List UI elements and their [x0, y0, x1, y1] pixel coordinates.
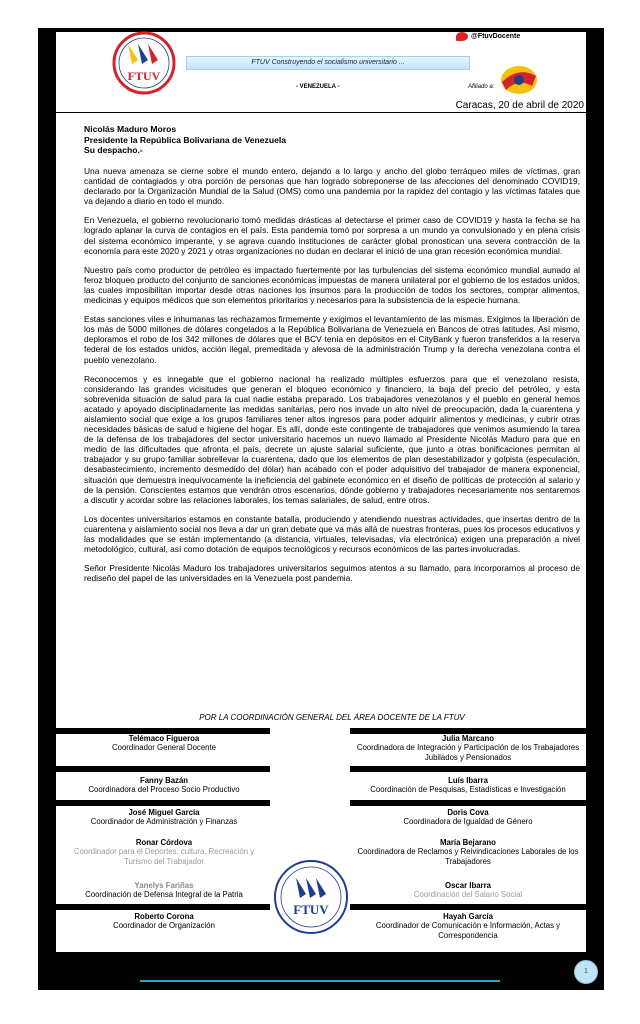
- signature-fanny-bazan: [60, 776, 268, 795]
- signer-role: Coordinadora de Reclamos y Reivindicaciones Laborales de los Trabajadores: [357, 847, 579, 866]
- coordination-title: POR LA COORDINACIÓN GENERAL DEL ÁREA DOCENTE DE LA FTUV: [199, 713, 465, 722]
- paragraph: Estas sanciones viles e inhumanas las rechazamos firmemente y exigimos el levantamiento de las mismas. Exigimos la liberación de los más de 5000 millones de dólares congelados a la República Bolivariana de Venezuela en Bancos de otras latitudes. Así mismo, deploramos el robo de los 342 millones de dólares que el BCV tenía en depósitos en el CityBank y fueron transferidos a la reserva federal de los estados unidos, acción ilegal, premeditada y alevosa de la administración Trump y la derecha venezolana contra el pueblo venezolano.: [84, 314, 580, 365]
- signer-name: Luís Ibarra: [448, 776, 488, 785]
- signer-role: Coordinador para el Deportes, cultura, Recreación y Turismo del Trabajador: [73, 847, 255, 866]
- footer-band: [56, 952, 586, 990]
- ftuv-logo: [102, 30, 186, 96]
- signer-name: Oscar Ibarra: [445, 881, 491, 890]
- signature-bar: [350, 800, 586, 806]
- svg-text:FTUV: FTUV: [293, 902, 329, 917]
- page-number: 1: [574, 960, 598, 984]
- signer-name: Fanny Bazán: [139, 776, 189, 785]
- affiliate-logo: [496, 62, 542, 98]
- signature-ronar-cordova: [60, 838, 268, 866]
- signer-name: Telémaco Figueroa: [128, 734, 200, 743]
- signature-bar: [56, 800, 270, 806]
- addressee-line: Presidente la República Bolivariana de Venezuela: [84, 134, 287, 145]
- signer-name: Julia Marcano: [442, 734, 494, 743]
- signer-name: Ronar Córdova: [135, 838, 193, 847]
- signer-role: Coordinadora de Integración y Participación de los Trabajadores Jubilados y Pensionados: [356, 743, 580, 762]
- signer-role: Coordinador de Comunicación e Información, Actas y Correspondencia: [375, 921, 561, 940]
- addressee-line: Su despacho.-: [84, 145, 143, 155]
- signature-doris-cova: [352, 808, 584, 827]
- addressee-line: Nicolás Maduro Moros: [84, 124, 177, 134]
- paragraph: Una nueva amenaza se cierne sobre el mundo entero, dejando a lo largo y ancho del globo terráqueo miles de víctimas, gran cantidad de contagiados y otra porción de personas que han logrado sobreponerse de las afecciones del denominado COVID19, declarado por la Organización Mundial de la Salud (OMS) como una pandemia por la rapidez del contagio y las víctimas fatales que va dejando a diario en todo el mundo.: [84, 166, 580, 207]
- letter-body: [84, 166, 580, 592]
- paragraph: Señor Presidente Nicolás Maduro los trabajadores universitarios seguimos atentos a su llamado, para incorporarnos al proceso de rediseño del papel de las universidades en la Venezuela post pandemia.: [84, 563, 580, 584]
- twitter-handle: @FtuvDocente: [471, 33, 521, 40]
- signature-hayah-garcia: [352, 912, 584, 940]
- paragraph: Nuestro país como productor de petróleo es impactado fuertemente por las turbulencias del sistema económico mundial aunado al feroz bloqueo producto del conjunto de sanciones económicas impuestas de manera unilateral por el gobierno de los estados unidos, las cuales imposibilitan importar desde otras naciones los insumos para la producción de todos los sectores, comprar alimentos, medicinas y equipos médicos que son elementos prioritarios y necesarios para la subsistencia de la especie humana.: [84, 264, 580, 306]
- page-frame-right: [586, 28, 604, 990]
- signer-name: Roberto Corona: [134, 912, 194, 921]
- signature-maria-bejarano: [352, 838, 584, 866]
- signer-role: Coordinación de Defensa Integral de la Patria: [85, 890, 243, 900]
- signer-role: Coordinación del Salario Social: [413, 890, 523, 900]
- signer-name: Hayah García: [443, 912, 493, 921]
- signer-role: Coordinadora del Proceso Socio Productivo: [88, 785, 240, 795]
- signature-oscar-ibarra: [352, 881, 584, 900]
- signature-bar: [56, 766, 270, 772]
- paragraph: En Venezuela, el gobierno revolucionario tomó medidas drásticas al detectarse el primer caso de COVID19 y hasta la fecha se ha logrado aplanar la curva de contagios en el país. Esta pandemia tomó por sorpresa a un mundo ya convulsionado y en plena crisis del sistema económico imperante, y se agrava cuando instituciones de carácter global pronostican una severa contracción de la economía para este 2020 y 2021 y otras organizaciones no dudan en declarar el inició de una gran recesión económica mundial.: [84, 215, 580, 256]
- paragraph: Reconocemos y es innegable que el gobierno nacional ha realizado múltiples esfuerzos para que el venezolano resista, considerando las grandes vicisitudes que generan el bloqueo económico y financiero, la baja del precio del petróleo, y esta sobrevenida situación de salud para la cual nadie estaba preparado. Los trabajadores venezolanos y el pueblo en general hemos acatado y apoyado disciplinadamente las medidas sanitarias, pero nos invade un alto nivel de preocupación, dada la cuarentena y aislamiento social que exige a los grupos familiares tener altos ingresos para poder adquirir alimentos y medicinas, y cubrir otras necesidades básicas de salud e higiene del hogar. Es allí, donde este contingente de trabajadores que venimos asumiendo la tarea de la defensa de los trabajadores del sector universitario hacemos un nuevo llamado al Presidente Nicolás Maduro para que en medio de las dificultades que afronta el país, decrete un ajuste salarial suficiente, que junto a otras bonificaciones permitan al trabajador y su grupo familiar sobrellevar la cuarentena, dado que los elementos de plan desestabilizador y golpista (especulación, desabastecimiento, incremento desmedido del dólar) han acabado con el poder adquisitivo del trabajador de manera exponencial, situación que demuestra inequívocamente la ineficiencia del gabinete económico en el diseño de políticas de protección al salario y de la pensión. Conscientes estamos que vendrán otros escenarios, dónde gobierno y trabajadores necesariamente nos sentaremos a discutir y acordar sobre las relaciones laborales, los temas salariales, de salud, entre otros.: [84, 373, 580, 505]
- letter-date: Caracas, 20 de abril de 2020: [455, 100, 584, 111]
- affiliated-label: Afiliado a:: [468, 84, 495, 90]
- signer-role: Coordinación de Pesquisas, Estadísticas e Investigación: [370, 785, 566, 795]
- page-frame-left: [38, 28, 56, 990]
- signature-julia-marcano: [352, 734, 584, 762]
- paragraph: Los docentes universitarios estamos en constante batalla, produciendo y atendiendo nuestras actividades, que insertas dentro de la cuarentena y aislamiento social nos lleva a dar un gran debate que va más allá de nuestras fronteras, pues los procesos educativos y las modalidades que se están implementando (a distancia, virtuales, televisadas, vía electrónica) exigen una preparación a nivel metodológico, cultural, así como dotación de equipos tecnológicos y recursos económicos de las partes involucradas.: [84, 513, 580, 555]
- header-divider: [56, 112, 586, 113]
- ftuv-seal: [272, 858, 350, 936]
- signer-role: Coordinador General Docente: [111, 743, 217, 753]
- signature-telemaco-figueroa: [60, 734, 268, 753]
- signer-name: Doris Cova: [447, 808, 489, 817]
- addressee-block: [84, 124, 286, 156]
- signer-role: Coordinador de Administración y Finanzas: [90, 817, 238, 827]
- signature-bar: [56, 904, 270, 910]
- signer-name: José Miguel García: [128, 808, 200, 817]
- country-label: - VENEZUELA -: [296, 84, 340, 90]
- signer-name: Yanelys Fariñas: [134, 881, 194, 890]
- twitter-handle-row: [456, 32, 520, 41]
- signer-role: Coordinador de Organización: [113, 921, 215, 931]
- header-banner: FTUV Construyendo el socialismo universitario ...: [186, 56, 470, 70]
- signature-bar: [350, 904, 586, 910]
- signature-luis-ibarra: [352, 776, 584, 795]
- signer-role: Coordinadora de Igualdad de Género: [403, 817, 533, 827]
- signature-yanelys-farinas: [60, 881, 268, 900]
- twitter-bird-icon: [456, 32, 468, 41]
- svg-text:FTUV: FTUV: [127, 69, 161, 83]
- signer-name: María Bejarano: [440, 838, 496, 847]
- signature-roberto-corona: [60, 912, 268, 931]
- signature-bar: [350, 766, 586, 772]
- signature-jose-miguel-garcia: [60, 808, 268, 827]
- footer-line: [140, 980, 500, 982]
